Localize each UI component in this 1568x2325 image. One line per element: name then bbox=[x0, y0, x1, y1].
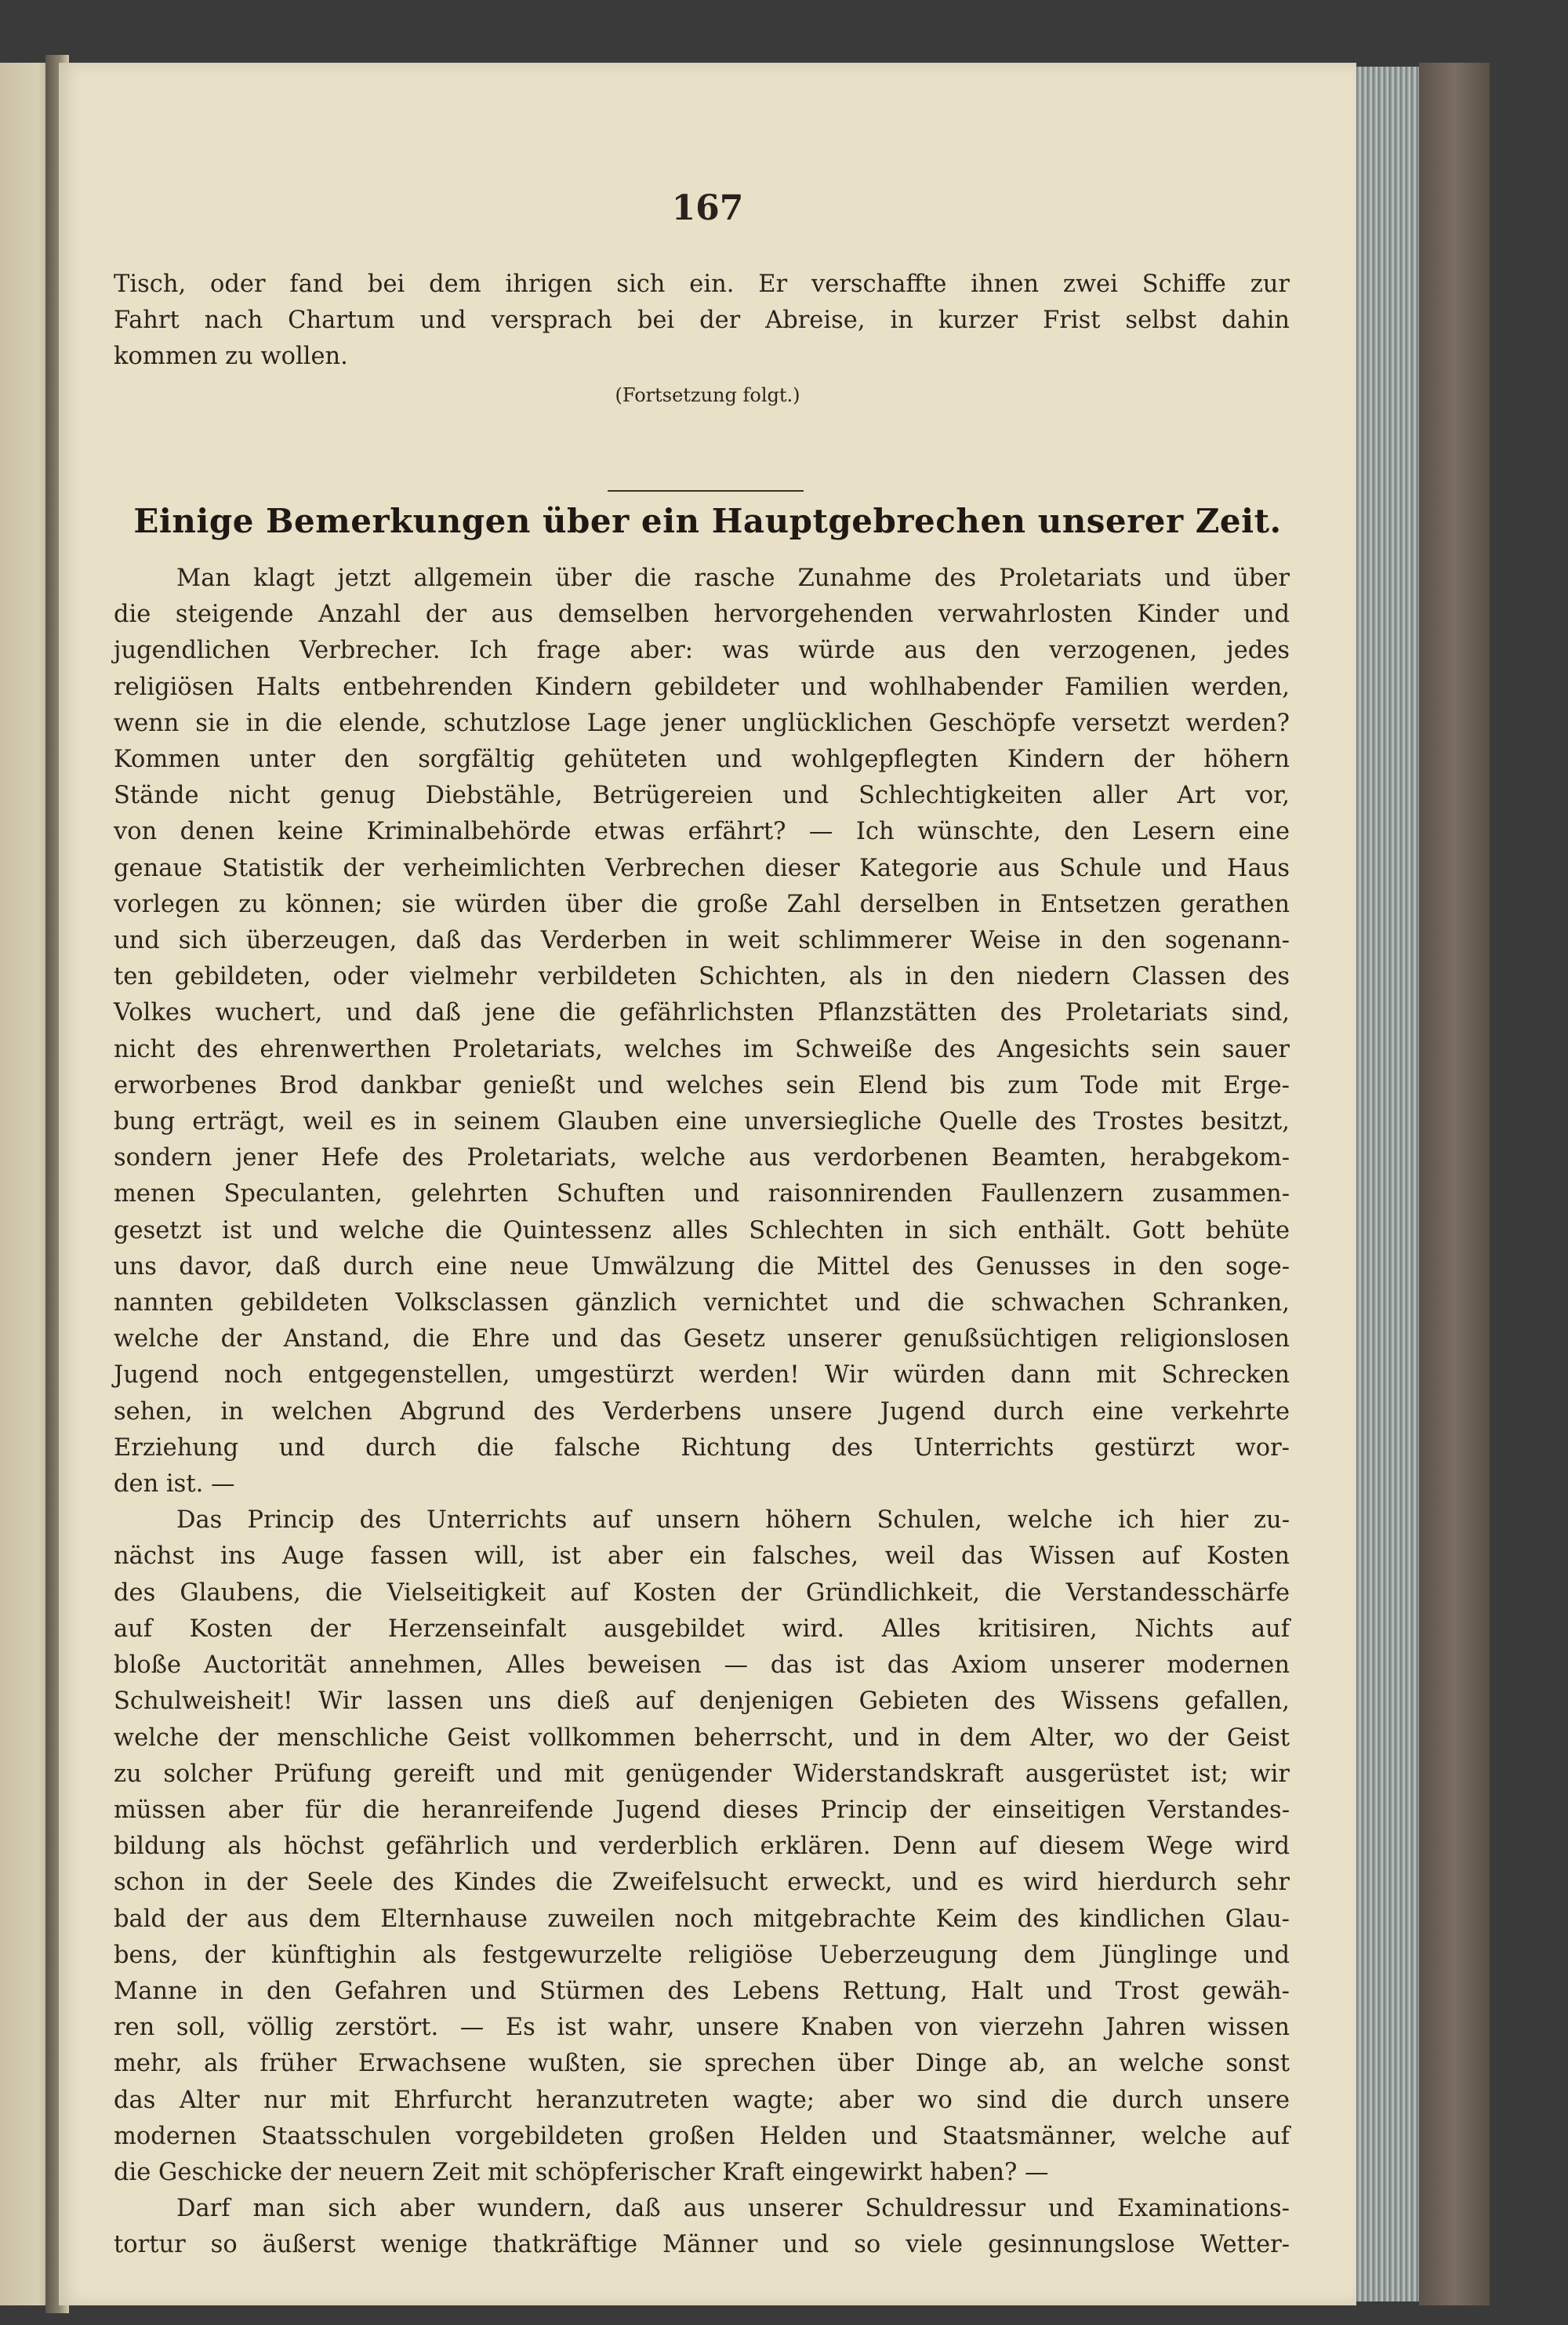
text-line: Schulweisheit! Wir lassen uns dieß auf denjenigen Gebieten des Wissens gefallen, bbox=[114, 1687, 1290, 1716]
book-page bbox=[59, 63, 1356, 2305]
text-line: sondern jener Hefe des Proletariats, welche aus verdorbenen Beamten, herabgekom- bbox=[114, 1144, 1290, 1172]
text-line: und sich überzeugen, daß das Verderben in weit schlimmerer Weise in den sogenann- bbox=[114, 927, 1290, 955]
text-line: den ist. — bbox=[114, 1470, 235, 1499]
text-line: müssen aber für die heranreifende Jugend dieses Princip der einseitigen Verstandes- bbox=[114, 1796, 1290, 1824]
text-line: gesetzt ist und welche die Quintessenz alles Schlechten in sich enthält. Gott behüte bbox=[114, 1216, 1290, 1244]
text-line: Stände nicht genug Diebstähle, Betrügereien und Schlechtigkeiten aller Art vor, bbox=[114, 782, 1290, 810]
text-line: jugendlichen Verbrecher. Ich frage aber: was würde aus den verzogenen, jedes bbox=[114, 637, 1290, 665]
text-line: Tisch, oder fand bei dem ihrigen sich ein. Er verschaffte ihnen zwei Schiffe zur bbox=[114, 271, 1290, 298]
article-title: Einige Bemerkungen über ein Hauptgebrechen unserer Zeit. bbox=[133, 502, 1282, 540]
text-line: des Glaubens, die Vielseitigkeit auf Kosten der Gründlichkeit, die Verstandesschärfe bbox=[114, 1578, 1290, 1607]
text-line: nächst ins Auge fassen will, ist aber ein falsches, weil das Wissen auf Kosten bbox=[114, 1542, 1290, 1571]
text-line: die Geschicke der neuern Zeit mit schöpferischer Kraft eingewirkt haben? — bbox=[114, 2158, 1049, 2186]
text-line: sehen, in welchen Abgrund des Verderbens unsere Jugend durch eine verkehrte bbox=[114, 1397, 1290, 1426]
text-line: kommen zu wollen. bbox=[114, 343, 348, 371]
text-line: ren soll, völlig zerstört. — Es ist wahr, unsere Knaben von vierzehn Jahren wissen bbox=[114, 2014, 1290, 2042]
text-line: menen Speculanten, gelehrten Schuften und raisonnirenden Faullenzern zusammen- bbox=[114, 1180, 1290, 1208]
text-line: vorlegen zu können; sie würden über die große Zahl derselben in Entsetzen gerathen bbox=[114, 890, 1290, 918]
page-number: 167 bbox=[671, 188, 744, 228]
section-divider bbox=[608, 490, 804, 492]
text-line: Jugend noch entgegenstellen, umgestürzt werden! Wir würden dann mit Schrecken bbox=[114, 1361, 1290, 1390]
text-line: Das Princip des Unterrichts auf unsern höhern Schulen, welche ich hier zu- bbox=[176, 1506, 1290, 1535]
text-line: auf Kosten der Herzenseinfalt ausgebildet wird. Alles kritisiren, Nichts auf bbox=[114, 1615, 1290, 1643]
text-line: bildung als höchst gefährlich und verderblich erklären. Denn auf diesem Wege wird bbox=[114, 1833, 1290, 1861]
text-line: Manne in den Gefahren und Stürmen des Lebens Rettung, Halt und Trost gewäh- bbox=[114, 1977, 1290, 2005]
text-line: Volkes wuchert, und daß jene die gefährlichsten Pflanzstätten des Proletariats sind, bbox=[114, 999, 1290, 1027]
text-line: ten gebildeten, oder vielmehr verbildeten Schichten, als in den niedern Classen des bbox=[114, 963, 1290, 991]
text-line: Fahrt nach Chartum und versprach bei der Abreise, in kurzer Frist selbst dahin bbox=[114, 307, 1290, 335]
text-line: bald der aus dem Elternhause zuweilen noch mitgebrachte Keim des kindlichen Glau- bbox=[114, 1905, 1290, 1933]
text-line: bloße Auctorität annehmen, Alles beweisen — das ist das Axiom unserer modernen bbox=[114, 1651, 1290, 1680]
text-line: tortur so äußerst wenige thatkräftige Männer und so viele gesinnungslose Wetter- bbox=[114, 2231, 1290, 2259]
text-line: mehr, als früher Erwachsene wußten, sie sprechen über Dinge ab, an welche sonst bbox=[114, 2050, 1290, 2078]
text-line: von denen keine Kriminalbehörde etwas erfährt? — Ich wünschte, den Lesern eine bbox=[114, 818, 1290, 846]
continuation-note: (Fortsetzung folgt.) bbox=[615, 384, 800, 406]
text-line: erworbenes Brod dankbar genießt und welches sein Elend bis zum Tode mit Erge- bbox=[114, 1071, 1290, 1099]
text-line: nicht des ehrenwerthen Proletariats, welches im Schweiße des Angesichts sein sauer bbox=[114, 1035, 1290, 1063]
text-line: Man klagt jetzt allgemein über die rasche Zunahme des Proletariats und über bbox=[176, 565, 1290, 592]
text-line: Kommen unter den sorgfältig gehüteten und wohlgepflegten Kindern der höhern bbox=[114, 746, 1290, 774]
text-line: bung erträgt, weil es in seinem Glauben eine unversiegliche Quelle des Trostes besitzt, bbox=[114, 1108, 1290, 1136]
text-line: die steigende Anzahl der aus demselben hervorgehenden verwahrlosten Kinder und bbox=[114, 601, 1290, 629]
text-line: modernen Staatsschulen vorgebildeten großen Helden und Staatsmänner, welche auf bbox=[114, 2122, 1290, 2150]
article-body bbox=[114, 561, 1290, 2264]
text-line: genaue Statistik der verheimlichten Verbrechen dieser Kategorie aus Schule und Haus bbox=[114, 854, 1290, 882]
text-line: zu solcher Prüfung gereift und mit genügender Widerstandskraft ausgerüstet ist; wir bbox=[114, 1760, 1290, 1788]
text-line: welche der Anstand, die Ehre und das Gesetz unserer genußsüchtigen religionslosen bbox=[114, 1325, 1290, 1353]
text-line: religiösen Halts entbehrenden Kindern gebildeter und wohlhabender Familien werden, bbox=[114, 673, 1290, 701]
text-line: Erziehung und durch die falsche Richtung des Unterrichts gestürzt wor- bbox=[114, 1433, 1290, 1462]
page-edges bbox=[1356, 67, 1419, 2301]
text-line: Darf man sich aber wundern, daß aus unserer Schuldressur und Examinations- bbox=[176, 2195, 1290, 2223]
text-line: das Alter nur mit Ehrfurcht heranzutreten wagte; aber wo sind die durch unsere bbox=[114, 2086, 1290, 2114]
text-line: nannten gebildeten Volksclassen gänzlich vernichtet und die schwachen Schranken, bbox=[114, 1289, 1290, 1317]
text-line: wenn sie in die elende, schutzlose Lage jener unglücklichen Geschöpfe versetzt werden? bbox=[114, 709, 1290, 737]
text-line: welche der menschliche Geist vollkommen beherrscht, und in dem Alter, wo der Geist bbox=[114, 1724, 1290, 1752]
text-line: uns davor, daß durch eine neue Umwälzung die Mittel des Genusses in den soge- bbox=[114, 1252, 1290, 1281]
book-cover-board bbox=[1419, 63, 1490, 2305]
continuation-text bbox=[114, 267, 1290, 376]
text-line: bens, der künftighin als festgewurzelte religiöse Ueberzeugung dem Jünglinge und bbox=[114, 1941, 1290, 1969]
text-line: schon in der Seele des Kindes die Zweifelsucht erweckt, und es wird hierdurch sehr bbox=[114, 1869, 1290, 1897]
